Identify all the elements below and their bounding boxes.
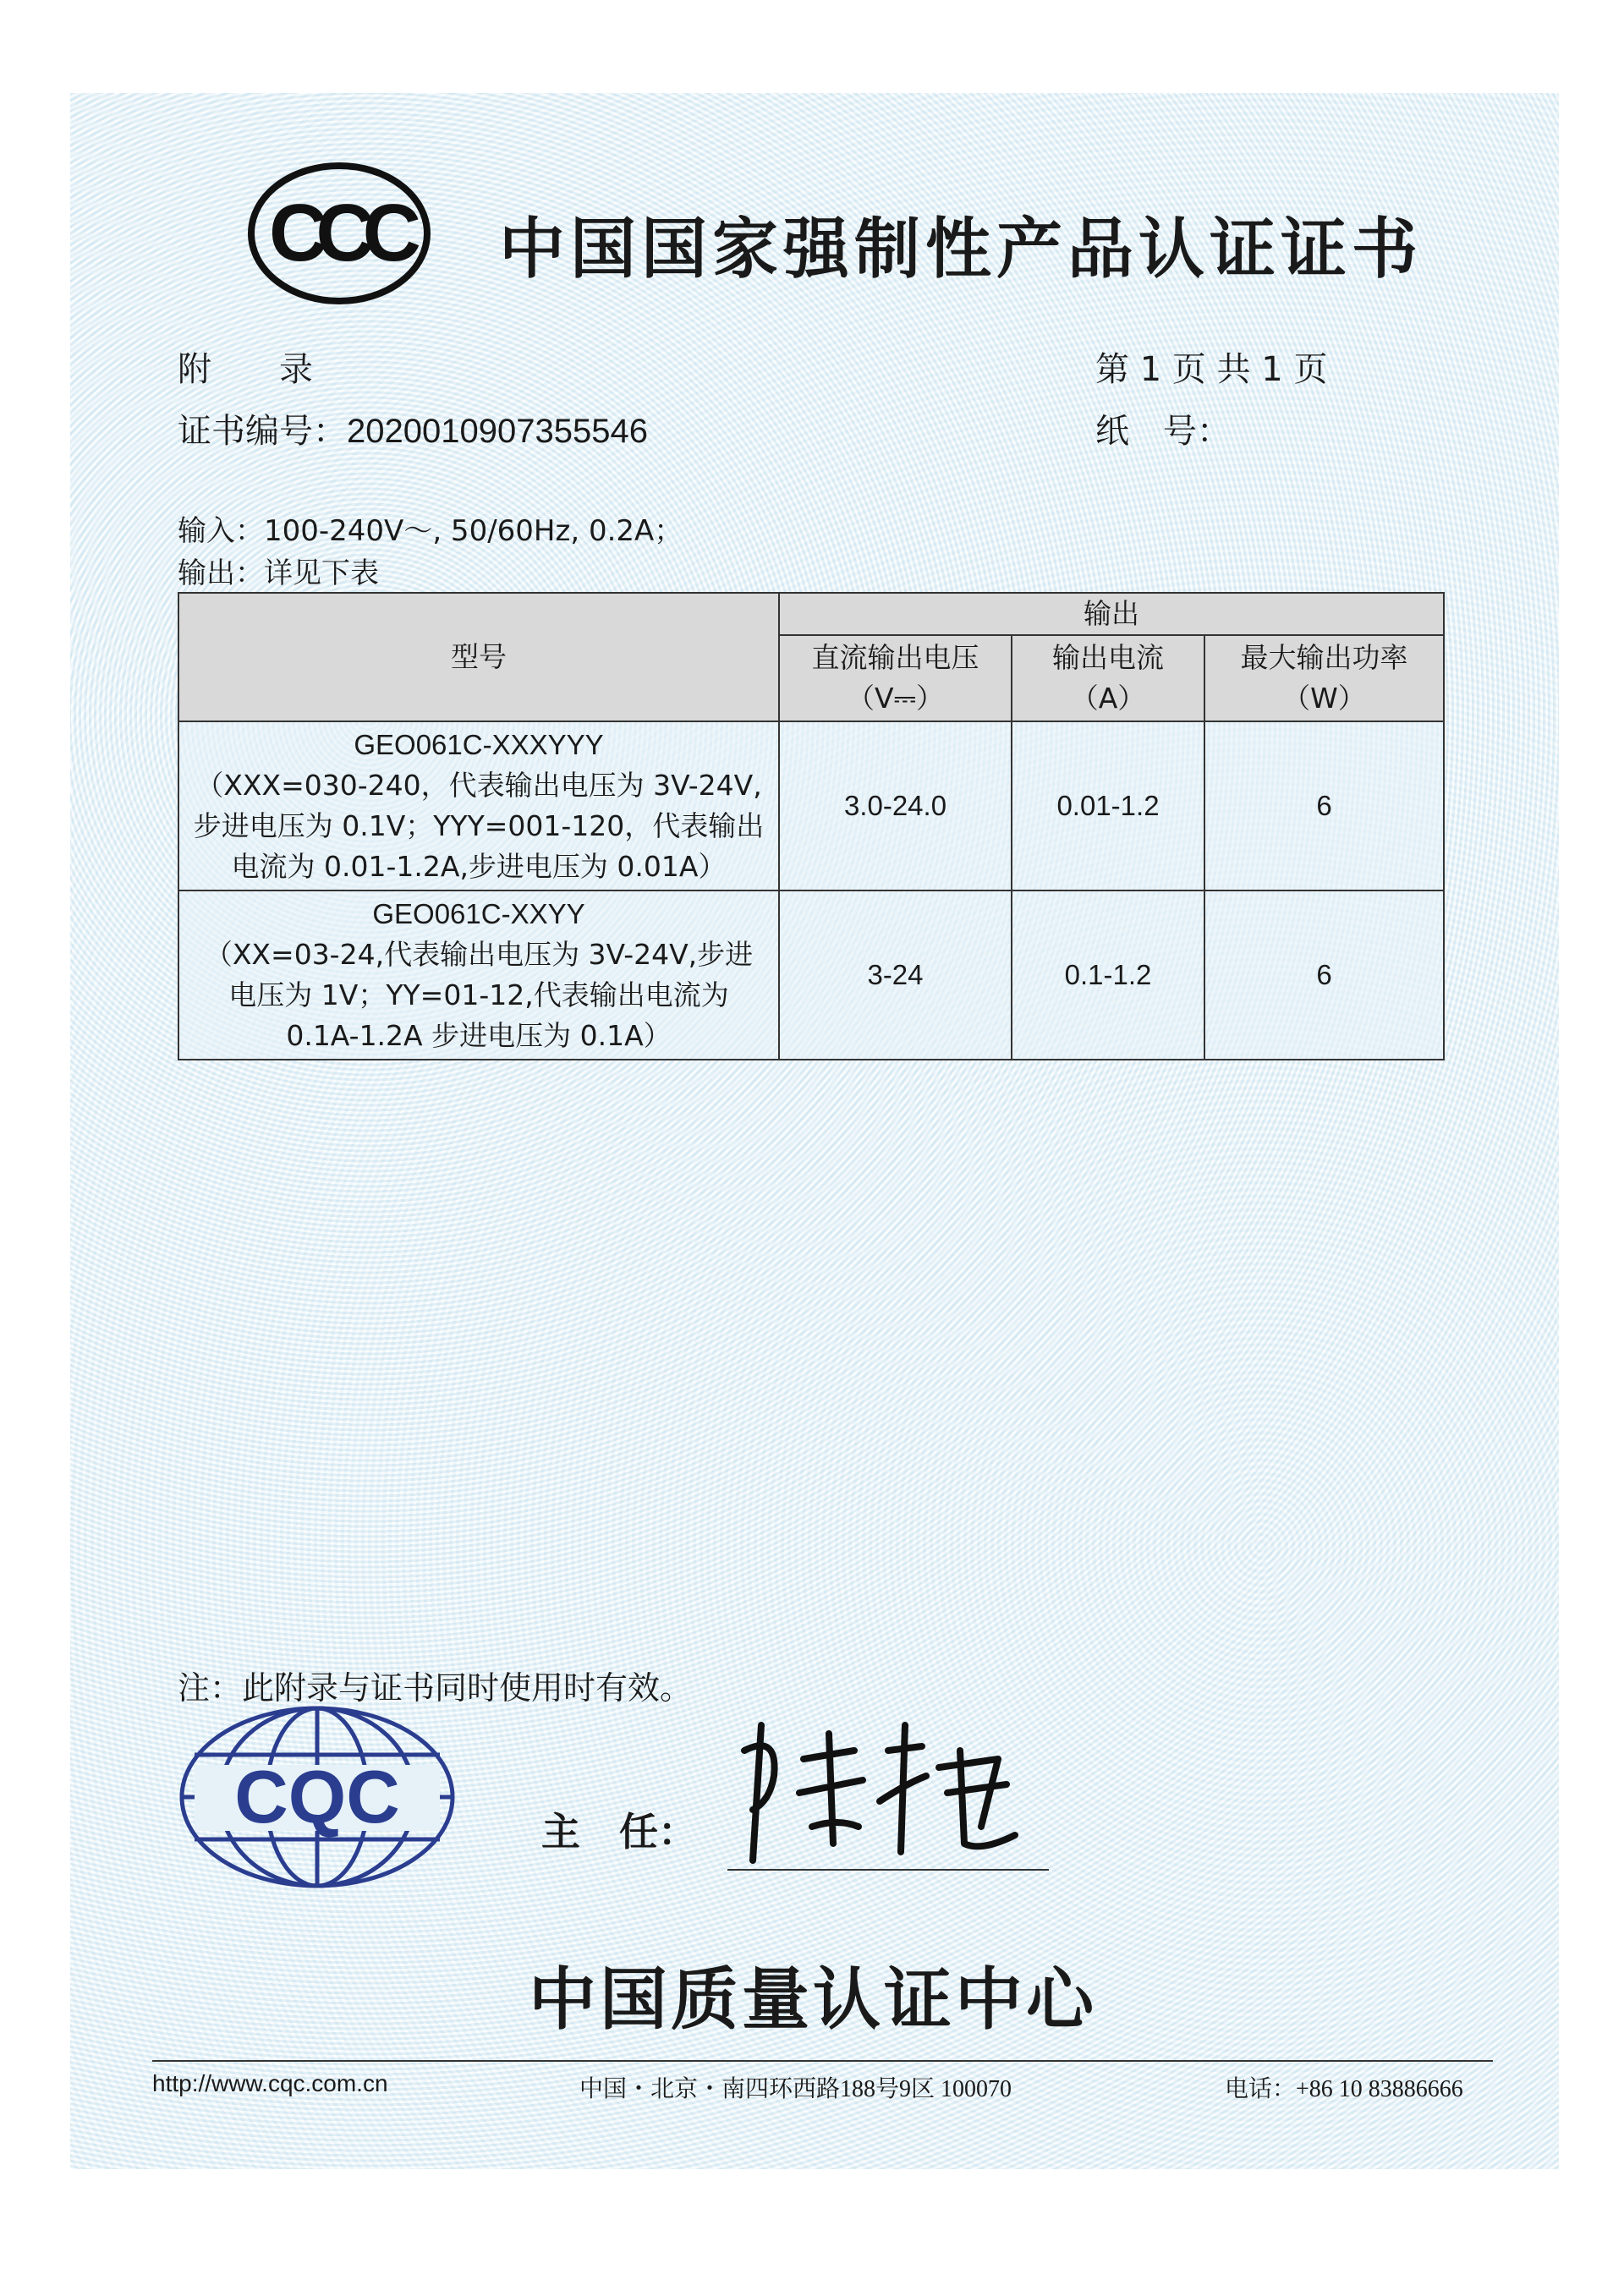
power-header: 最大输出功率 （W）	[1204, 635, 1444, 721]
ccc-logo-text: CCC	[269, 188, 409, 278]
cqc-logo	[178, 1704, 457, 1890]
power-cell: 6	[1204, 890, 1444, 1060]
validity-note: 注：此附录与证书同时使用时有效。	[178, 1669, 693, 1707]
voltage-cell: 3.0-24.0	[779, 721, 1012, 890]
output-spec: 输出：详见下表	[178, 556, 379, 590]
model-spec-table	[178, 592, 1445, 1060]
footer-divider	[152, 2060, 1493, 2062]
model-cell: GEO061C-XXXYYY （XXX=030-240，代表输出电压为 3V-24V, 步进电压为 0.1V；YYY=001-120，代表输出 电流为 0.01-1.2A,步进电压为 0.01A）	[178, 721, 779, 890]
director-label: 主 任：	[541, 1809, 697, 1855]
output-header: 输出	[779, 593, 1444, 635]
current-cell: 0.1-1.2	[1012, 890, 1204, 1060]
cert-no: 2020010907355546	[347, 413, 648, 450]
director-signature	[727, 1700, 1032, 1869]
footer-website: http://www.cqc.com.cn	[152, 2070, 388, 2096]
footer-phone: 电话：+86 10 83886666	[1225, 2076, 1463, 2102]
model-header: 型号	[178, 593, 779, 721]
input-spec: 输入：100-240V～, 50/60Hz, 0.2A；	[178, 514, 683, 548]
ccc-logo	[247, 161, 431, 306]
certificate-title: 中国国家强制性产品认证证书	[499, 211, 1424, 288]
issuer-name: 中国质量认证中心	[529, 1960, 1097, 2039]
voltage-header: 直流输出电压 （V⎓）	[779, 635, 1012, 721]
page-info: 第 1 页 共 1 页	[1095, 350, 1328, 389]
voltage-cell: 3-24	[779, 890, 1012, 1060]
cert-no-label: 证书编号：	[178, 412, 347, 451]
footer-address: 中国・北京・南四环西路188号9区 100070	[579, 2076, 1012, 2102]
table-row	[178, 721, 1444, 890]
power-cell: 6	[1204, 721, 1444, 890]
current-cell: 0.01-1.2	[1012, 721, 1204, 890]
table-row	[178, 890, 1444, 1060]
signature-line	[727, 1869, 1049, 1871]
current-header: 输出电流 （A）	[1012, 635, 1204, 721]
appendix-label: 附 录	[178, 350, 313, 389]
model-cell: GEO061C-XXYY （XX=03-24,代表输出电压为 3V-24V,步进 电压为 1V；YY=01-12,代表输出电流为 0.1A-1.2A 步进电压为 0.1A）	[178, 890, 779, 1060]
cqc-logo-text: CQC	[234, 1755, 400, 1838]
paper-no-label: 纸 号：	[1095, 412, 1231, 451]
